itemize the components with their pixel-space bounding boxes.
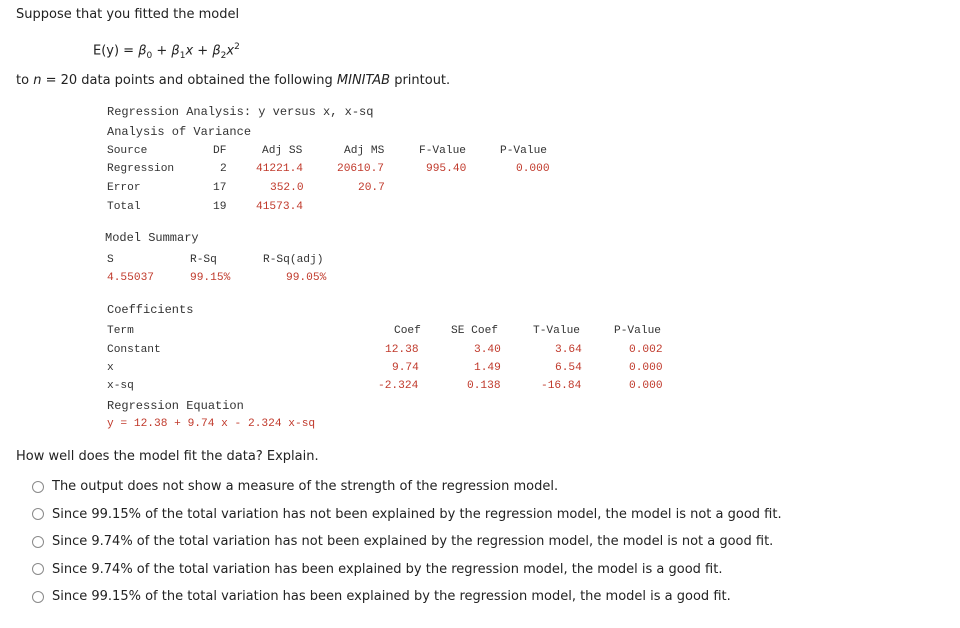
regression-equation: y = 12.38 + 9.74 x - 2.324 x-sq [107, 418, 316, 430]
option-label: Since 99.15% of the total variation has not been explained by the regression model, the model is not a good fit. [52, 506, 782, 522]
answer-option[interactable] [32, 473, 782, 501]
context-text: to n = 20 data points and obtained the following MINITAB printout. [16, 73, 451, 88]
radio-button[interactable] [32, 481, 44, 493]
summary-value-s: 4.55037 [107, 272, 154, 284]
summary-value-rsq-adj: 99.05% [286, 272, 327, 284]
option-label: Since 9.74% of the total variation has not been explained by the regression model, the model is not a good fit. [52, 534, 774, 550]
answer-option[interactable] [32, 556, 782, 584]
coef-header-p: P-Value [614, 325, 661, 337]
intro-text: Suppose that you fitted the model [16, 7, 240, 22]
question-text: How well does the model fit the data? Explain. [16, 449, 319, 464]
anova-header-source: Source [107, 145, 148, 157]
coef-header-se: SE Coef [451, 325, 498, 337]
anova-header-ms: Adj MS [344, 145, 385, 157]
answer-option[interactable] [32, 501, 782, 529]
option-label: Since 99.15% of the total variation has been explained by the regression model, the model is a good fit. [52, 589, 731, 605]
equation-heading: Regression Equation [107, 399, 244, 413]
summary-header-s: S [107, 254, 114, 266]
summary-header-rsq: R-Sq [190, 254, 217, 266]
radio-button[interactable] [32, 563, 44, 575]
option-label: The output does not show a measure of the strength of the regression model. [52, 479, 559, 495]
anova-heading: Analysis of Variance [107, 125, 252, 139]
answer-option[interactable] [32, 528, 782, 556]
anova-header-f: F-Value [419, 145, 466, 157]
answer-options [32, 473, 782, 611]
model-equation: $E(y) = \beta_0 + \beta_1x + \beta_2x^2$ [93, 42, 240, 61]
coef-header-term: Term [107, 325, 134, 337]
anova-header-ss: Adj SS [262, 145, 303, 157]
coef-header-t: T-Value [533, 325, 580, 337]
coef-header-coef: Coef [394, 325, 421, 337]
radio-button[interactable] [32, 508, 44, 520]
printout-title: Regression Analysis: y versus x, x-sq [107, 105, 374, 119]
answer-option[interactable] [32, 583, 782, 611]
anova-header-p: P-Value [500, 145, 547, 157]
option-label: Since 9.74% of the total variation has been explained by the regression model, the model is a good fit. [52, 561, 723, 577]
radio-button[interactable] [32, 591, 44, 603]
coefficients-heading: Coefficients [107, 303, 194, 317]
anova-header-df: DF [213, 145, 227, 157]
summary-value-rsq: 99.15% [190, 272, 231, 284]
radio-button[interactable] [32, 536, 44, 548]
summary-heading: Model Summary [105, 231, 199, 245]
summary-header-rsq-adj: R-Sq(adj) [263, 254, 324, 266]
